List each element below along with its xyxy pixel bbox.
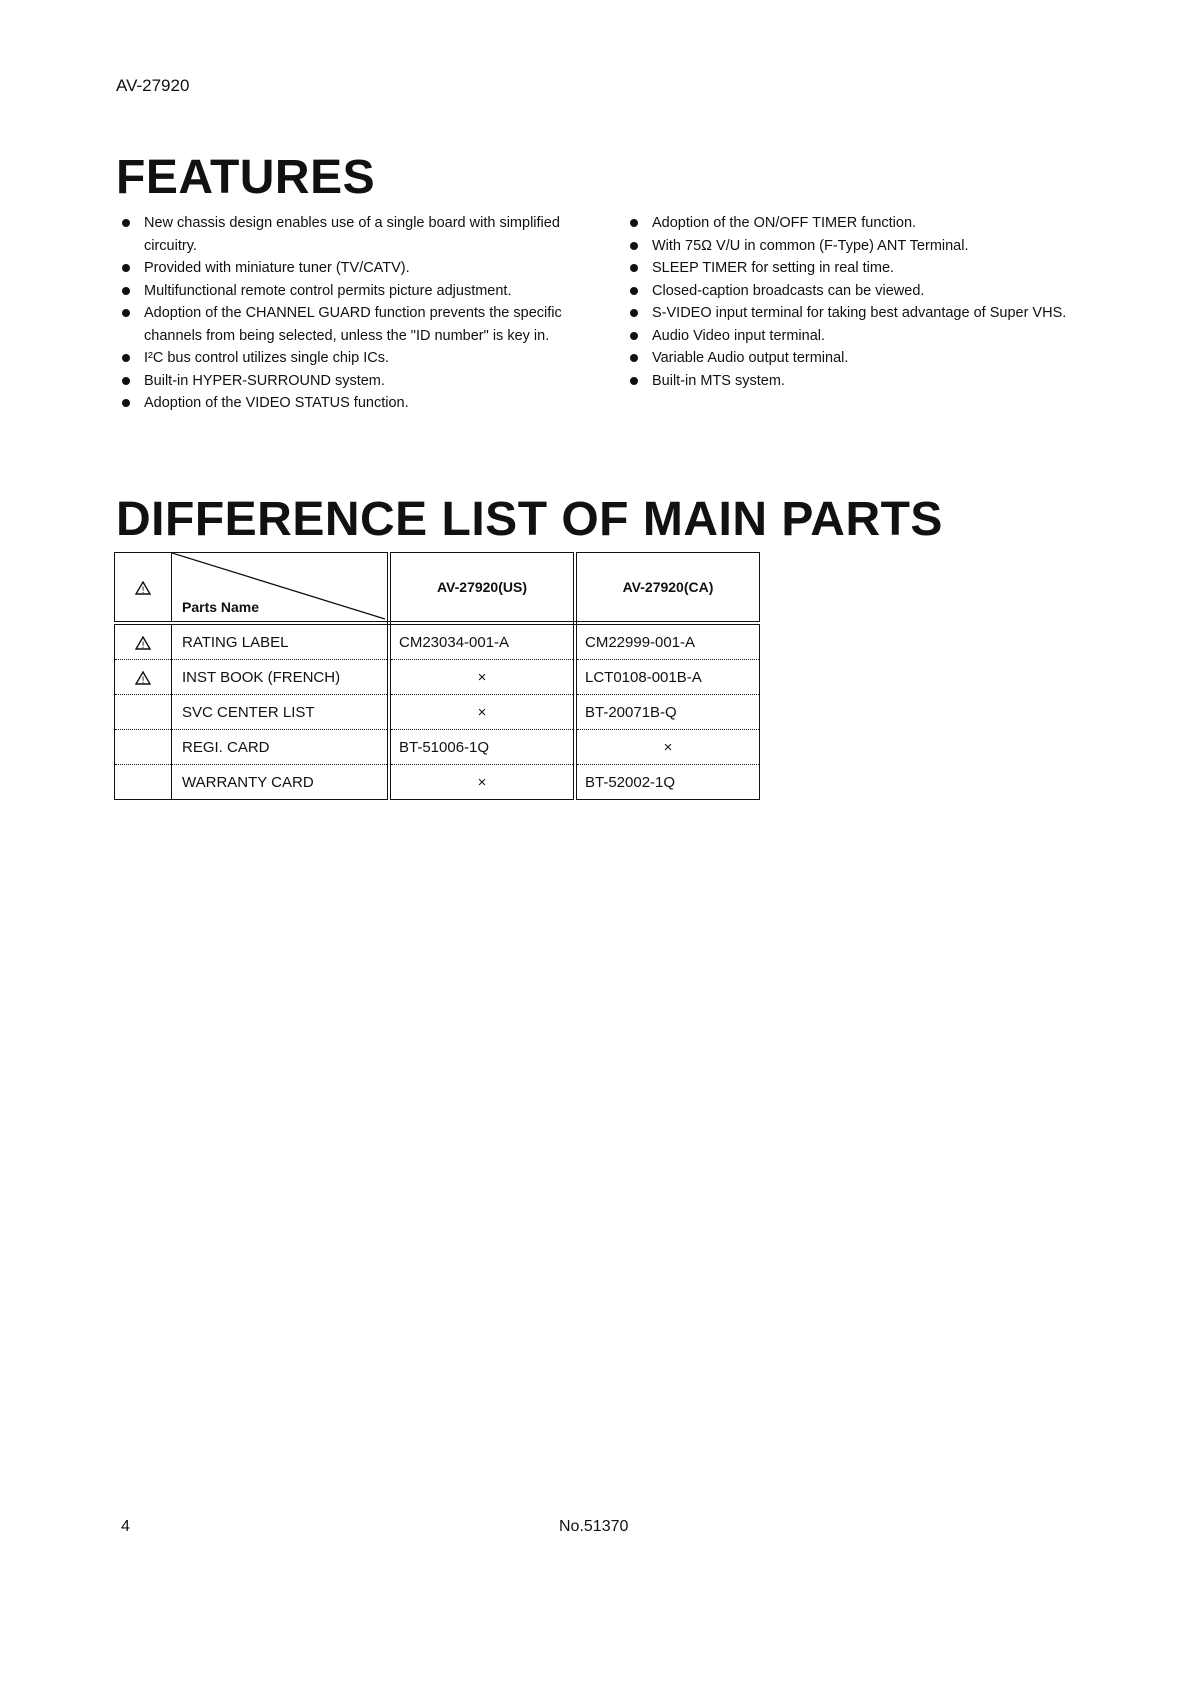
- feature-item: Audio Video input terminal.: [628, 325, 1098, 348]
- bullet-icon: [630, 332, 638, 340]
- ca-part-cell: LCT0108-001B-A: [575, 660, 760, 695]
- bullet-icon: [122, 219, 130, 227]
- document-number: No.51370: [559, 1518, 629, 1535]
- table-row: [115, 623, 760, 660]
- bullet-icon: [122, 399, 130, 407]
- ca-part-cell: CM22999-001-A: [575, 623, 760, 660]
- us-part-cell: BT-51006-1Q: [389, 730, 575, 765]
- feature-item: New chassis design enables use of a single board with simplified circuitry.: [120, 212, 590, 257]
- feature-item: Built-in MTS system.: [628, 370, 1098, 393]
- features-list-right: [628, 212, 1098, 392]
- ca-part-cell: BT-52002-1Q: [575, 765, 760, 800]
- bullet-icon: [630, 309, 638, 317]
- table-row: [115, 765, 760, 800]
- part-name-cell: INST BOOK (FRENCH): [172, 660, 390, 695]
- part-name-cell: REGI. CARD: [172, 730, 390, 765]
- feature-item: Built-in HYPER-SURROUND system.: [120, 370, 590, 393]
- us-part-cell: CM23034-001-A: [389, 623, 575, 660]
- bullet-icon: [630, 377, 638, 385]
- bullet-icon: [630, 219, 638, 227]
- feature-item: Variable Audio output terminal.: [628, 347, 1098, 370]
- difference-list-heading: DIFFERENCE LIST OF MAIN PARTS: [116, 493, 943, 546]
- warning-triangle-icon: [135, 581, 151, 595]
- bullet-icon: [122, 264, 130, 272]
- feature-item: S-VIDEO input terminal for taking best advantage of Super VHS.: [628, 302, 1098, 325]
- feature-item: Adoption of the CHANNEL GUARD function prevents the specific channels from being selected, unless the "ID number" is key in.: [120, 302, 590, 347]
- svg-text:!: !: [141, 585, 145, 595]
- warning-triangle-icon: [135, 636, 151, 650]
- feature-item: With 75Ω V/U in common (F-Type) ANT Terminal.: [628, 235, 1098, 258]
- us-part-cell: ×: [389, 660, 575, 695]
- us-part-cell: ×: [389, 765, 575, 800]
- feature-item: Adoption of the VIDEO STATUS function.: [120, 392, 590, 415]
- safety-cell: [115, 730, 172, 765]
- feature-item: Provided with miniature tuner (TV/CATV).: [120, 257, 590, 280]
- page-number: 4: [121, 1518, 130, 1535]
- feature-item: SLEEP TIMER for setting in real time.: [628, 257, 1098, 280]
- svg-text:!: !: [141, 640, 145, 650]
- parts-difference-table: [114, 552, 760, 800]
- warning-triangle-icon: [135, 671, 151, 685]
- table-header-row: [115, 553, 760, 624]
- feature-item: Adoption of the ON/OFF TIMER function.: [628, 212, 1098, 235]
- bullet-icon: [122, 377, 130, 385]
- features-heading: FEATURES: [116, 151, 376, 204]
- safety-cell: [115, 623, 172, 660]
- feature-item: Closed-caption broadcasts can be viewed.: [628, 280, 1098, 303]
- part-name-cell: WARRANTY CARD: [172, 765, 390, 800]
- col-header-ca: AV-27920(CA): [575, 553, 760, 624]
- safety-header-cell: [115, 553, 172, 624]
- col-header-us: AV-27920(US): [389, 553, 575, 624]
- bullet-icon: [122, 354, 130, 362]
- ca-part-cell: ×: [575, 730, 760, 765]
- safety-cell: [115, 695, 172, 730]
- safety-cell: [115, 660, 172, 695]
- part-name-cell: RATING LABEL: [172, 623, 390, 660]
- safety-cell: [115, 765, 172, 800]
- bullet-icon: [122, 309, 130, 317]
- features-list-left: [120, 212, 590, 415]
- table-row: [115, 730, 760, 765]
- feature-item: Multifunctional remote control permits picture adjustment.: [120, 280, 590, 303]
- svg-text:!: !: [141, 675, 145, 685]
- part-name-cell: SVC CENTER LIST: [172, 695, 390, 730]
- parts-name-header-cell: [172, 553, 390, 624]
- bullet-icon: [630, 242, 638, 250]
- parts-name-header: Parts Name: [182, 599, 260, 615]
- bullet-icon: [630, 354, 638, 362]
- bullet-icon: [630, 287, 638, 295]
- us-part-cell: ×: [389, 695, 575, 730]
- bullet-icon: [122, 287, 130, 295]
- table-row: [115, 660, 760, 695]
- table-row: [115, 695, 760, 730]
- ca-part-cell: BT-20071B-Q: [575, 695, 760, 730]
- bullet-icon: [630, 264, 638, 272]
- diagonal-divider-icon: [172, 553, 387, 621]
- model-number: AV-27920: [116, 76, 190, 95]
- feature-item: I²C bus control utilizes single chip ICs.: [120, 347, 590, 370]
